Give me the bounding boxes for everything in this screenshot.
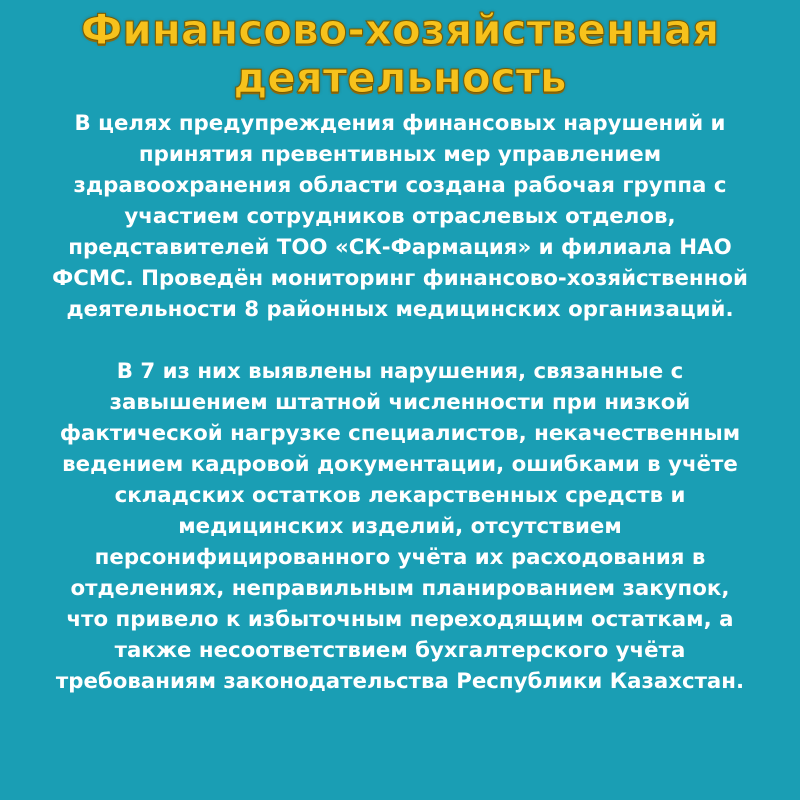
text-line: представителей ТОО «СК-Фармация» и филиала НАО <box>68 235 732 260</box>
paragraph-violations <box>20 356 780 697</box>
paragraph-monitoring <box>20 108 780 325</box>
text-line: фактической нагрузке специалистов, некачественным <box>59 421 741 446</box>
text-line: принятия превентивных мер управлением <box>138 142 662 167</box>
text-line: участием сотрудников отраслевых отделов, <box>124 204 676 229</box>
text-line: здравоохранения области создана рабочая группа с <box>73 173 727 198</box>
text-line: деятельности 8 районных медицинских организаций. <box>66 297 734 322</box>
body-text <box>20 108 780 697</box>
page-title <box>0 6 800 102</box>
text-line: отделениях, неправильным планированием закупок, <box>70 576 730 601</box>
title-line: деятельность <box>233 53 567 102</box>
text-line: В целях предупреждения финансовых нарушений и <box>74 111 726 136</box>
title-line: Финансово-хозяйственная <box>80 5 720 54</box>
text-line: также несоответствием бухгалтерского учёта <box>114 638 686 663</box>
text-line: складских остатков лекарственных средств и <box>114 483 686 508</box>
text-line: что привело к избыточным переходящим остаткам, а <box>66 607 734 632</box>
text-line: требованиям законодательства Республики Казахстан. <box>55 669 745 694</box>
text-line: В 7 из них выявлены нарушения, связанные с <box>116 359 684 384</box>
text-line: медицинских изделий, отсутствием <box>178 514 622 539</box>
text-line: завышением штатной численности при низкой <box>109 390 691 415</box>
text-line: ФСМС. Проведён мониторинг финансово-хозяйственной <box>52 266 748 291</box>
text-line: персонифицированного учёта их расходования в <box>94 545 706 570</box>
text-line: ведением кадровой документации, ошибками в учёте <box>62 452 738 477</box>
